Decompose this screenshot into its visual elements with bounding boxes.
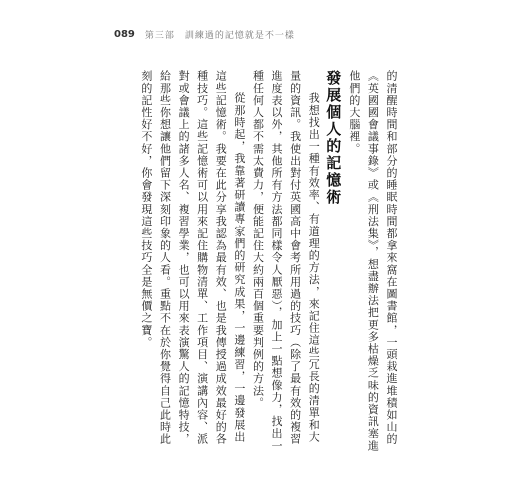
section-heading: 發展個人的記憶術 [324, 70, 343, 206]
intro-paragraph: 的清醒時間和部分的睡眠時間都拿來窩在圖書館，一頭栽進堆積如山的《英國國會議事錄》或《刑法集》，想盡辦法把更多枯燥乏味的資訊塞進他們的大腦裡。 [347, 70, 398, 452]
paragraph: 從那時起，我靠著研讀專家們的研究成果，一邊練習，一邊發展出這些記憶術。我要在此分享我認為最有效、也是我傳授過成效最好的各種技巧。這些記憶術可以用來記住購物清單、工作項目、演講內容、派對或會議上的諸多人名、複習學業，也可以用來表演驚人的記憶特技，給那些你想讓他們留下深刻印象的人看。重點不在於你覺得自己此時此刻的記性好不好，你會發現這些技巧全是無價之寶。 [139, 70, 246, 446]
page-number: 089 [114, 28, 135, 40]
paragraph: 我想找出一種有效率、有道理的方法，來記住這些冗長的清單和大量的資訊。我使出對付英國高中會考所用過的技巧（除了最有效的複習進度表以外，其他所有方法都同樣令人厭惡），加上一點想像力，找出一種任何人都不需太費力，便能記住大約兩百個重要判例的方法。 [251, 70, 321, 452]
running-header [114, 26, 295, 42]
body-text [139, 70, 400, 452]
part-label: 第三部 [144, 30, 175, 41]
chapter-title: 訓練過的記憶就是不一樣 [184, 30, 295, 41]
